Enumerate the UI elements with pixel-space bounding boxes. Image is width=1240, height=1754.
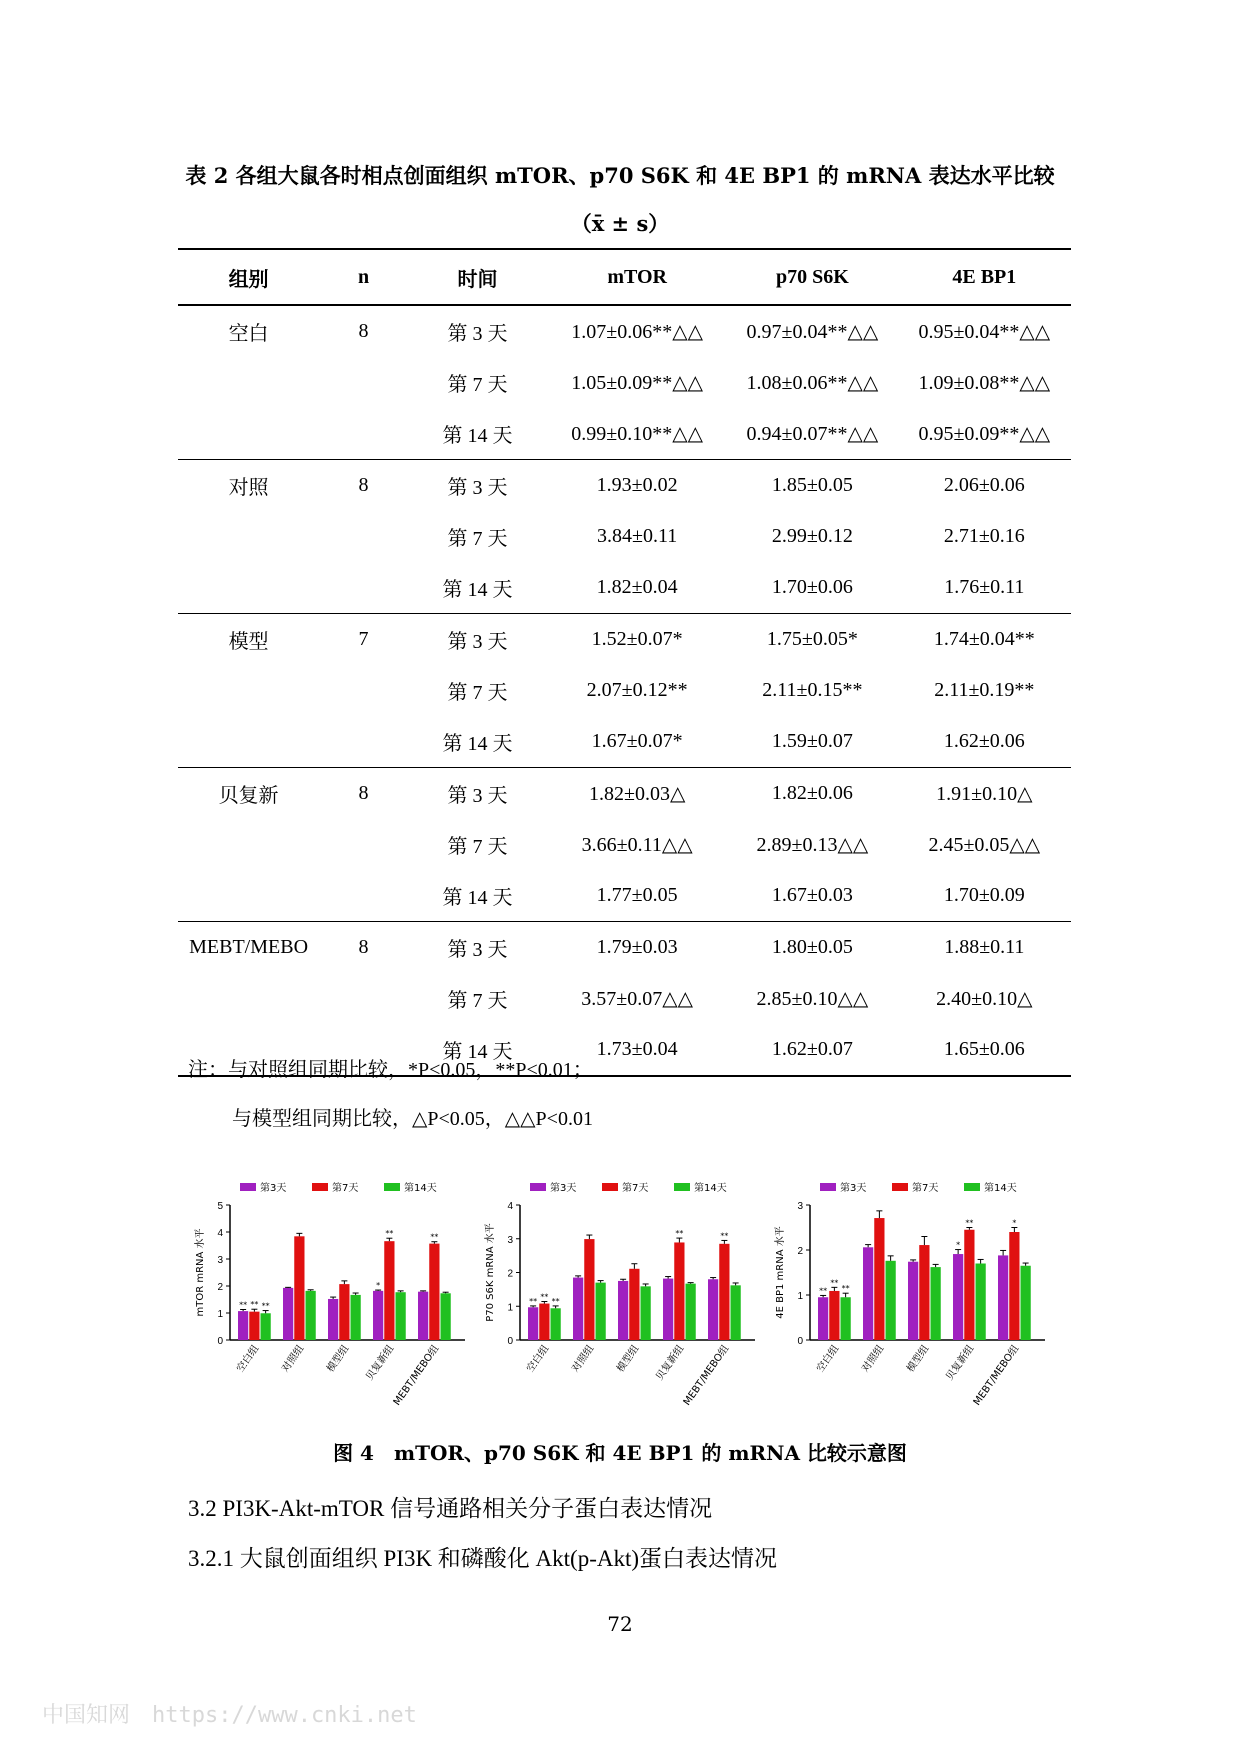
- empty-cell: [178, 665, 319, 716]
- significance-mark: **: [529, 1296, 538, 1306]
- 4ebp1-cell: 1.09±0.08**△△: [918, 372, 1051, 394]
- table-row: [178, 973, 1071, 1024]
- col-p70s6k: p70 S6K: [727, 249, 897, 305]
- p70s6k-cell: 1.59±0.07: [727, 716, 897, 768]
- x-tick-label: 空白组: [525, 1343, 552, 1375]
- bar: [841, 1297, 851, 1340]
- y-tick-label: 1: [797, 1291, 803, 1302]
- group-name: 对照: [228, 477, 269, 499]
- mtor-cell: 1.52±0.07*: [591, 628, 683, 650]
- bar: [429, 1244, 439, 1340]
- mtor-cell: 1.67±0.07*: [547, 716, 727, 768]
- y-tick-label: 3: [797, 1201, 803, 1212]
- significance-mark: **: [430, 1232, 439, 1242]
- x-tick-label: MEBT/MEBO组: [971, 1343, 1022, 1408]
- empty-cell: [178, 511, 319, 562]
- x-tick-label: 对照组: [860, 1343, 887, 1375]
- significance-mark: **: [540, 1292, 549, 1302]
- mtor-cell: 3.66±0.11△△: [581, 834, 693, 856]
- time-cell: 第 3 天: [447, 323, 508, 345]
- table-row: [178, 357, 1071, 408]
- bar: [384, 1241, 394, 1340]
- empty-cell: [319, 357, 408, 408]
- table-row: [178, 768, 1071, 820]
- legend-swatch: [674, 1183, 690, 1191]
- bar: [596, 1283, 606, 1340]
- empty-cell: [319, 973, 408, 1024]
- legend-label: 第14天: [694, 1183, 727, 1194]
- table-caption: 表 2 各组大鼠各时相点创面组织 mTOR、p70 S6K 和 4E BP1 的 mRNA 表达水平比较: [185, 163, 1055, 188]
- significance-mark: **: [720, 1231, 729, 1241]
- mtor-cell: 1.82±0.03△: [588, 783, 686, 805]
- 4ebp1-cell: 1.62±0.06: [898, 716, 1071, 768]
- table-row: [178, 460, 1071, 512]
- significance-mark: **: [261, 1301, 270, 1311]
- bar: [964, 1230, 974, 1340]
- time-cell: 第 7 天: [447, 528, 508, 550]
- significance-mark: **: [965, 1218, 974, 1228]
- significance-mark: **: [250, 1300, 259, 1310]
- 4ebp1-cell: 1.70±0.09: [898, 870, 1071, 922]
- bar: [551, 1308, 561, 1340]
- table-row: [178, 562, 1071, 614]
- bar: [373, 1291, 383, 1340]
- group-n: 8: [358, 936, 369, 958]
- p70s6k-cell: 1.62±0.07: [727, 1024, 897, 1076]
- legend-swatch: [892, 1183, 908, 1191]
- table-header-row: [178, 249, 1071, 305]
- significance-mark: **: [819, 1286, 828, 1296]
- y-tick-label: 2: [797, 1246, 803, 1257]
- group-name: 贝复新: [218, 785, 279, 807]
- bar: [539, 1304, 549, 1340]
- 4ebp1-cell: 0.95±0.09**△△: [898, 408, 1071, 460]
- 4ebp1-cell: 1.76±0.11: [898, 562, 1071, 614]
- legend-swatch: [312, 1183, 328, 1191]
- table-note-2: 与模型组同期比较，△P<0.05，△△P<0.01: [232, 1108, 593, 1130]
- y-tick-label: 4: [507, 1201, 513, 1212]
- group-n: 8: [358, 320, 369, 342]
- bar: [249, 1312, 259, 1340]
- mtor-cell: 1.05±0.09**△△: [571, 372, 704, 394]
- legend-label: 第3天: [550, 1183, 577, 1194]
- mtor-cell: 1.82±0.04: [547, 562, 727, 614]
- group-n: 7: [358, 628, 369, 650]
- x-tick-label: 空白组: [235, 1343, 262, 1375]
- p70s6k-cell: 2.99±0.12: [771, 525, 853, 547]
- 4ebp1-cell: 1.88±0.11: [944, 936, 1025, 958]
- group-n: 8: [358, 782, 369, 804]
- time-cell: 第 14 天: [408, 408, 547, 460]
- bar: [441, 1293, 451, 1340]
- col-mtor: mTOR: [547, 249, 727, 305]
- p70s6k-cell: 0.94±0.07**△△: [727, 408, 897, 460]
- page-number: 72: [607, 1612, 633, 1636]
- bar: [908, 1262, 918, 1340]
- bar: [886, 1261, 896, 1340]
- 4ebp1-cell: 0.95±0.04**△△: [918, 321, 1051, 343]
- y-tick-label: 1: [217, 1309, 223, 1320]
- empty-cell: [319, 819, 408, 870]
- bar: [931, 1267, 941, 1340]
- mtor-cell: 3.84±0.11: [597, 525, 678, 547]
- y-tick-label: 2: [217, 1282, 223, 1293]
- legend-label: 第14天: [404, 1183, 437, 1194]
- p70s6k-cell: 1.70±0.06: [727, 562, 897, 614]
- legend-swatch: [964, 1183, 980, 1191]
- empty-cell: [178, 408, 319, 460]
- bar: [618, 1281, 628, 1340]
- 4ebp1-cell: 2.40±0.10△: [936, 988, 1033, 1010]
- bar: [641, 1286, 651, 1340]
- bar: [731, 1285, 741, 1340]
- empty-cell: [178, 870, 319, 922]
- bar: [418, 1292, 428, 1340]
- y-tick-label: 0: [797, 1336, 803, 1347]
- legend-swatch: [384, 1183, 400, 1191]
- bar: [818, 1297, 828, 1340]
- x-tick-label: 贝复新组: [654, 1343, 687, 1383]
- mtor-cell: 1.77±0.05: [547, 870, 727, 922]
- 4ebp1-cell: 1.74±0.04**: [933, 628, 1035, 650]
- bar: [328, 1299, 338, 1340]
- y-tick-label: 5: [217, 1201, 223, 1212]
- bar: [874, 1218, 884, 1340]
- empty-cell: [319, 870, 408, 922]
- p70s6k-cell: 1.80±0.05: [771, 936, 853, 958]
- mtor-cell: 1.79±0.03: [596, 936, 678, 958]
- bar: [629, 1269, 639, 1340]
- bar: [998, 1255, 1008, 1340]
- bar: [663, 1279, 673, 1340]
- significance-mark: **: [385, 1229, 394, 1239]
- time-cell: 第 7 天: [447, 836, 508, 858]
- significance-mark: *: [376, 1281, 381, 1291]
- subsection-heading: 3.2.1 大鼠创面组织 PI3K 和磷酸化 Akt(p-Akt)蛋白表达情况: [188, 1546, 778, 1571]
- 4ebp1-cell: 2.71±0.16: [943, 525, 1025, 547]
- mtor-cell: 1.73±0.04: [547, 1024, 727, 1076]
- bar: [1009, 1232, 1019, 1340]
- p70s6k-cell: 1.67±0.03: [727, 870, 897, 922]
- table-row: [178, 511, 1071, 562]
- bar: [339, 1284, 349, 1340]
- col-4ebp1: 4E BP1: [898, 249, 1071, 305]
- time-cell: 第 7 天: [447, 374, 508, 396]
- mtor-cell: 1.93±0.02: [596, 474, 678, 496]
- chart-p70s6k: [475, 1175, 765, 1425]
- bar: [863, 1247, 873, 1340]
- table-row: [178, 716, 1071, 768]
- bar: [261, 1313, 271, 1340]
- col-group: 组别: [178, 249, 319, 305]
- y-tick-label: 0: [507, 1336, 513, 1347]
- time-cell: 第 3 天: [447, 785, 508, 807]
- y-tick-label: 1: [507, 1302, 513, 1314]
- 4ebp1-cell: 2.45±0.05△△: [928, 834, 1041, 856]
- legend-swatch: [240, 1183, 256, 1191]
- significance-mark: **: [551, 1296, 560, 1306]
- x-tick-label: 贝复新组: [364, 1343, 397, 1383]
- x-tick-label: 对照组: [280, 1343, 307, 1375]
- legend-label: 第7天: [332, 1183, 359, 1194]
- significance-mark: *: [956, 1240, 961, 1250]
- table-row: [178, 870, 1071, 922]
- y-tick-label: 4: [217, 1228, 223, 1239]
- bar: [719, 1244, 729, 1340]
- x-tick-label: MEBT/MEBO组: [391, 1343, 442, 1408]
- empty-cell: [178, 562, 319, 614]
- bar: [238, 1311, 248, 1340]
- chart-4ebp1: [765, 1175, 1060, 1425]
- time-cell: 第 14 天: [408, 870, 547, 922]
- bar: [584, 1239, 594, 1340]
- table-row: [178, 819, 1071, 870]
- significance-mark: **: [675, 1229, 684, 1239]
- p70s6k-cell: 1.85±0.05: [771, 474, 853, 496]
- table-row: [178, 922, 1071, 974]
- bar: [283, 1288, 293, 1340]
- bar: [351, 1295, 361, 1340]
- y-axis-label: 4E BP1 mRNA 水平: [775, 1226, 786, 1319]
- x-tick-label: 模型组: [615, 1343, 642, 1375]
- significance-mark: *: [1012, 1218, 1017, 1228]
- watermark: 中国知网 https://www.cnki.net: [42, 1703, 417, 1728]
- empty-cell: [178, 357, 319, 408]
- time-cell: 第 7 天: [447, 990, 508, 1012]
- y-tick-label: 0: [217, 1336, 223, 1347]
- bar: [306, 1291, 316, 1340]
- mtor-cell: 3.57±0.07△△: [581, 988, 694, 1010]
- legend-label: 第7天: [622, 1183, 649, 1194]
- empty-cell: [178, 819, 319, 870]
- significance-mark: **: [830, 1278, 839, 1288]
- y-axis-label: P70 S6K mRNA 水平: [485, 1223, 496, 1322]
- bar: [953, 1254, 963, 1340]
- x-tick-label: 贝复新组: [944, 1343, 977, 1383]
- table-subcaption: （x̄ ± s）: [570, 211, 670, 236]
- bar: [919, 1245, 929, 1340]
- 4ebp1-cell: 1.91±0.10△: [936, 783, 1033, 805]
- p70s6k-cell: 2.11±0.15**: [762, 679, 863, 701]
- mtor-cell: 2.07±0.12**: [586, 679, 688, 701]
- p70s6k-cell: 1.75±0.05*: [766, 628, 858, 650]
- bar: [396, 1292, 406, 1340]
- empty-cell: [319, 665, 408, 716]
- empty-cell: [319, 562, 408, 614]
- time-cell: 第 14 天: [408, 562, 547, 614]
- x-tick-label: 空白组: [815, 1343, 842, 1375]
- time-cell: 第 7 天: [447, 682, 508, 704]
- 4ebp1-cell: 1.65±0.06: [898, 1024, 1071, 1076]
- bar: [674, 1242, 684, 1340]
- legend-label: 第3天: [840, 1183, 867, 1194]
- col-time: 时间: [408, 249, 547, 305]
- time-cell: 第 14 天: [408, 716, 547, 768]
- bar: [573, 1278, 583, 1340]
- 4ebp1-cell: 2.11±0.19**: [934, 679, 1035, 701]
- 4ebp1-cell: 2.06±0.06: [943, 474, 1025, 496]
- bar: [829, 1291, 839, 1340]
- p70s6k-cell: 1.08±0.06**△△: [746, 372, 879, 394]
- group-name: 模型: [228, 631, 269, 653]
- time-cell: 第 3 天: [447, 477, 508, 499]
- legend-swatch: [530, 1183, 546, 1191]
- time-cell: 第 14 天: [408, 1024, 547, 1076]
- group-n: 8: [358, 474, 369, 496]
- table-note-1: 注：与对照组同期比较，*P<0.05，**P<0.01；: [188, 1059, 593, 1081]
- p70s6k-cell: 0.97±0.04**△△: [746, 321, 879, 343]
- x-tick-label: MEBT/MEBO组: [681, 1343, 732, 1408]
- legend-label: 第14天: [984, 1183, 1017, 1194]
- table-body: [178, 305, 1071, 1076]
- empty-cell: [319, 716, 408, 768]
- table-row: [178, 408, 1071, 460]
- bar: [294, 1236, 304, 1340]
- time-cell: 第 3 天: [447, 631, 508, 653]
- x-tick-label: 模型组: [905, 1343, 932, 1375]
- empty-cell: [319, 408, 408, 460]
- empty-cell: [178, 716, 319, 768]
- legend-swatch: [602, 1183, 618, 1191]
- x-tick-label: 对照组: [570, 1343, 597, 1375]
- p70s6k-cell: 2.89±0.13△△: [756, 834, 869, 856]
- y-tick-label: 2: [507, 1268, 513, 1280]
- bar: [708, 1279, 718, 1340]
- legend-swatch: [820, 1183, 836, 1191]
- figure-caption: 图 4 mTOR、p70 S6K 和 4E BP1 的 mRNA 比较示意图: [333, 1441, 907, 1465]
- group-name: MEBT/MEBO: [189, 936, 309, 958]
- bar: [976, 1264, 986, 1341]
- section-heading: 3.2 PI3K-Akt-mTOR 信号通路相关分子蛋白表达情况: [188, 1496, 713, 1521]
- expression-table: [178, 248, 1071, 1077]
- significance-mark: **: [239, 1300, 248, 1310]
- p70s6k-cell: 2.85±0.10△△: [756, 988, 869, 1010]
- bar: [528, 1307, 538, 1340]
- x-tick-label: 模型组: [325, 1343, 352, 1375]
- y-tick-label: 3: [507, 1234, 513, 1246]
- mtor-cell: 0.99±0.10**△△: [547, 408, 727, 460]
- significance-mark: **: [841, 1284, 850, 1294]
- table-row: [178, 665, 1071, 716]
- p70s6k-cell: 1.82±0.06: [771, 782, 853, 804]
- mtor-cell: 1.07±0.06**△△: [571, 321, 704, 343]
- y-axis-label: mTOR mRNA 水平: [195, 1228, 206, 1317]
- empty-cell: [319, 511, 408, 562]
- time-cell: 第 3 天: [447, 939, 508, 961]
- bar: [1021, 1266, 1031, 1340]
- y-tick-label: 3: [217, 1255, 223, 1266]
- bar: [686, 1284, 696, 1340]
- legend-label: 第3天: [260, 1183, 287, 1194]
- chart-mtor: [185, 1175, 475, 1425]
- legend-label: 第7天: [912, 1183, 939, 1194]
- group-name: 空白: [228, 323, 269, 345]
- col-n: n: [319, 249, 408, 305]
- empty-cell: [178, 973, 319, 1024]
- table-row: [178, 305, 1071, 357]
- table-row: [178, 614, 1071, 666]
